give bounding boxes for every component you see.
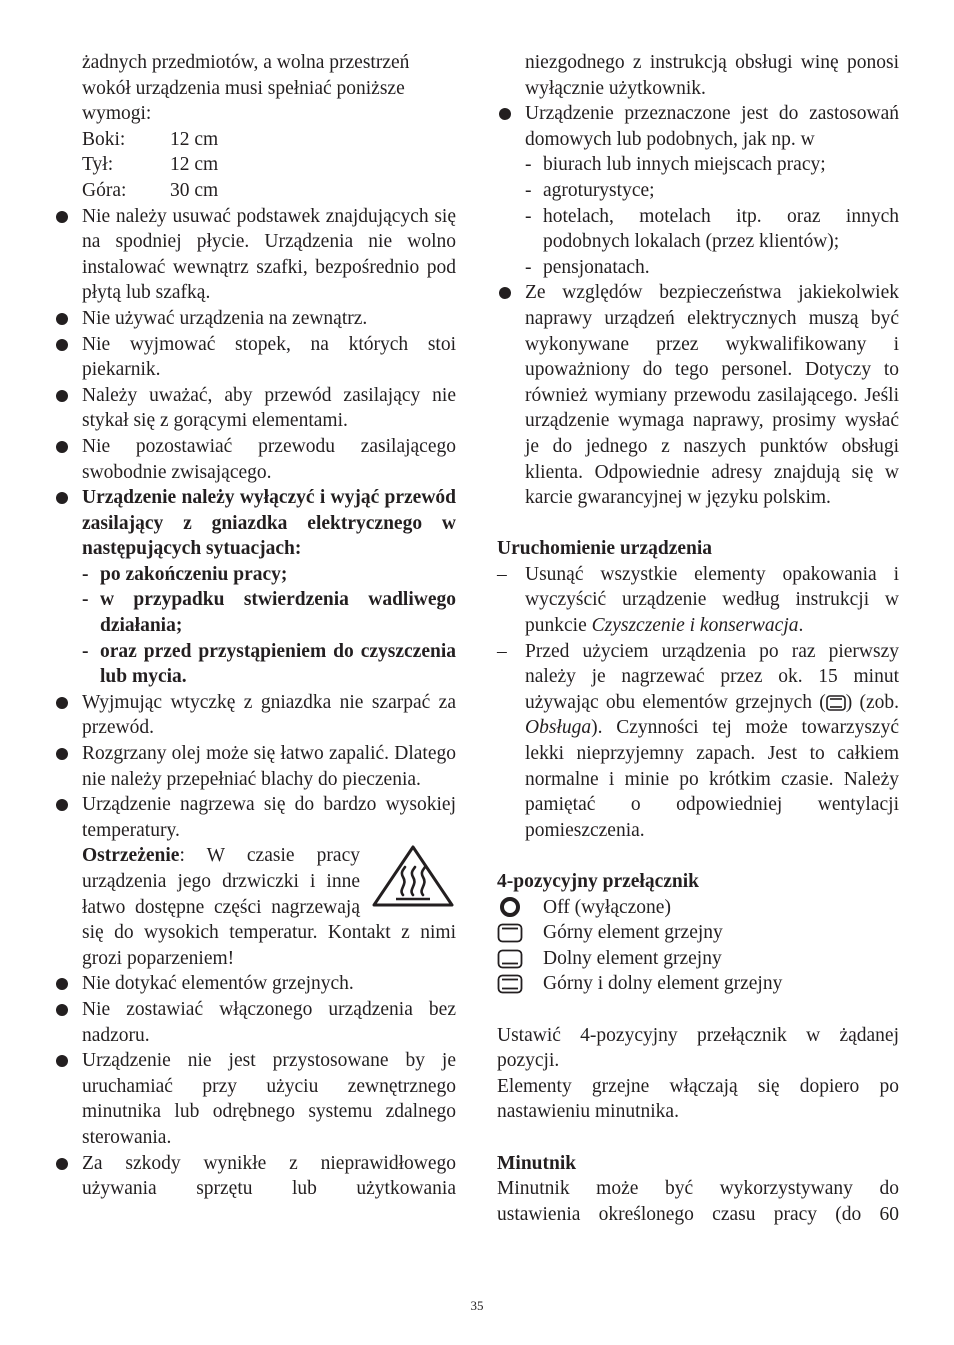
bullet-dot [56,1055,68,1067]
bullet-text: Urządzenie nagrzewa się do bardzo wysokiej temperatury. [82,794,456,841]
clearance-row-back [54,152,456,178]
switch-item-top [497,920,899,946]
switch-item-off [497,895,899,921]
bullet-unattended [54,997,456,1048]
warning-block [54,843,456,971]
bullet-hot [54,792,456,843]
timer-heading: Minutnik [497,1152,577,1174]
bullet-pull [54,690,456,741]
bullet-dot [56,492,68,504]
bullet-dot [499,287,511,299]
startup-heading: Uruchomienie urządzenia [497,538,713,560]
bullet-dot [56,978,68,990]
clearance-value: 30 cm [170,179,219,201]
step-text-end: ). Czynności tej może towarzyszyć lekki nieprzyjemny zapach. Jest to całkiem normalne i minie po krótkim czasie. Należy pamiętać o odpowiedniej wentylacji pomieszczenia. [525,717,899,841]
bullet-text: Należy uważać, aby przewód zasilający nie stykał się z gorącymi elementami. [82,384,456,432]
top-bottom-heater-icon [826,695,846,711]
top-heater-icon [497,923,523,943]
switch-icon-wrap [497,923,523,943]
clearance-value: 12 cm [170,154,219,176]
page-number: 35 [470,1298,484,1313]
unplug-item-1: - po zakończeniu pracy; [82,563,288,585]
bullet-text: Nie dotykać elementów grzejnych. [82,973,354,995]
bullet-text: Nie pozostawiać przewodu zasilającego swobodnie zwisającego. [82,435,456,483]
dash-text: agroturystyce; [543,179,655,201]
startup-step-1: – Usunąć wszystkie elementy opakowania i wyczyścić urządzenie według instrukcji w punkcie Czyszczenie i konserwacja. [497,563,899,637]
bullet-timer [54,1048,456,1150]
hot-surface-warning-icon [370,843,456,909]
bullet-oil [54,741,456,792]
bottom-heater-icon [497,949,523,969]
section-reference: Czyszczenie i konserwacja [591,615,799,637]
bullet-dot [56,799,68,811]
switch-heading: 4-pozycyjny przełącznik [497,871,700,892]
dash-text: po zakończeniu pracy; [100,563,288,585]
intro-line-1: żadnych przedmiotów, a wolna przestrzeń [82,52,410,73]
switch-label: Górny element grzejny [543,922,723,944]
switch-item-bottom [497,946,899,972]
bullet-dot [56,211,68,223]
bullet-repair [497,280,899,510]
right-column [497,50,899,1227]
intro-line-3: wymogi: [82,103,152,125]
switch-icon-wrap [497,897,523,917]
bullet-text: Ze względów bezpieczeństwa jakiekolwiek naprawy urządzeń elektrycznych muszą być wykonywane przez wykwalifikowany i upoważniony do tego personel. Dotyczy to również wymiany przewodu zasilającego. Jeśli urządzenie wymaga naprawy, prosimy wysłać je do jednego z naszych punktów obsługi klienta. Odpowiednie adresy znajdują się w karcie gwarancyjnej w języku polskim. [525,282,899,509]
bullet-domestic [497,101,899,152]
switch-icon-wrap [497,974,523,994]
domestic-item-4: - pensjonatach. [525,256,650,278]
clearance-label: Góra: [82,179,127,201]
intro-line-2: wokół urządzenia musi spełniać poniższe [82,77,405,99]
clearance-value: 12 cm [170,128,219,150]
switch-label: Górny i dolny element grzejny [543,973,783,995]
dash-text: hotelach, motelach itp. oraz innych podobnych lokalach (przez klientów); [543,205,899,253]
bullet-dot [56,697,68,709]
switch-label: Dolny element grzejny [543,947,722,969]
bullet-text: Nie zostawiać włączonego urządzenia bez nadzoru. [82,998,456,1046]
bullet-elements [54,971,456,997]
domestic-item-2: - agroturystyce; [525,179,655,201]
continuation-text: niezgodnego z instrukcją obsługi winę ponosi wyłącznie użytkownik. [525,52,899,99]
switch-item-top-bottom [497,971,899,997]
bullet-outdoor [54,306,456,332]
domestic-item-1: - biurach lub innych miejscach pracy; [525,154,826,176]
switch-icon-wrap [497,949,523,969]
bullet-text: Wyjmując wtyczkę z gniazdka nie szarpać za przewód. [82,691,456,739]
step-text-end: . [798,615,804,637]
bullet-cord-hot [54,383,456,434]
off-circle-icon [499,896,521,918]
bullet-cord-hang [54,434,456,485]
step-text: Usunąć wszystkie elementy opakowania i wyczyścić urządzenie według instrukcji w punkcie [525,563,899,637]
startup-step-2: – Przed użyciem urządzenia po raz pierwszy należy je nagrzewać przez ok. 15 minut używając obu elementów grzejnych ( ) (zob. Obsługa). Czynności tej może towarzyszyć lekki nieprzyjemny zapach. Jest to całkiem normalne i minie po krótkim czasie. Należy pamiętać o odpowiedniej wentylacji pomieszczenia. [497,640,899,841]
bullet-text: Nie wyjmować stopek, na których stoi piekarnik. [82,333,456,381]
clearance-row-sides [54,127,456,153]
clearance-row-top [54,178,456,204]
bullet-dot [56,390,68,402]
dash-text: biurach lub innych miejscach pracy; [543,154,826,176]
section-reference: Obsługa [525,717,592,739]
dash-text: pensjonatach. [543,256,650,278]
bullet-text: Urządzenie należy wyłączyć i wyjąć przewód zasilający z gniazdka elektrycznego w następujących sytuacjach: [82,487,456,560]
warning-text: : W czasie pracy urządzenia jego drzwiczki i inne łatwo dostępne części nagrzewają się do wysokich temperatur. Kontakt z nimi grozi poparzeniem! [82,845,456,969]
bullet-dot [56,313,68,325]
step-text: Przed użyciem urządzenia po raz pierwszy należy je nagrzewać przez ok. 15 minut używając obu elementów grzejnych ( [525,640,899,713]
switch-paragraph-1: Ustawić 4-pozycyjny przełącznik w żądanej pozycji. [497,1024,899,1072]
bullet-unplug [54,485,456,562]
top-bottom-heater-icon [497,974,523,994]
bullet-text: Nie używać urządzenia na zewnątrz. [82,307,368,329]
bullet-dot [56,1158,68,1170]
bullet-feet [54,204,456,306]
clearance-label: Boki: [82,128,126,150]
bullet-text: Rozgrzany olej może się łatwo zapalić. Dlatego nie należy przepełniać blachy do pieczenia. [82,743,456,790]
unplug-item-2: - w przypadku stwierdzenia wadliwego działania; [82,589,456,637]
bullet-dot [56,748,68,760]
bullet-legs [54,332,456,383]
switch-paragraph-2: Elementy grzejne włączają się dopiero po nastawieniu minutnika. [497,1075,899,1123]
bullet-text: Urządzenie przeznaczone jest do zastosowań domowych lub podobnych, jak np. w [525,103,899,150]
left-column [54,50,456,1202]
bullet-dot [499,108,511,120]
bullet-dot [56,339,68,351]
dash-text: w przypadku stwierdzenia wadliwego działania; [100,589,456,637]
switch-label: Off (wyłączone) [543,896,671,918]
bullet-damage [54,1151,456,1202]
bullet-text: Urządzenie nie jest przystosowane by je uruchamiać przy użyciu zewnętrznego minutnika lub odrębnego systemu zdalnego sterowania. [82,1050,456,1148]
clearance-label: Tył: [82,154,114,176]
bullet-text: Za szkody wynikłe z nieprawidłowego używania sprzętu lub użytkowania [82,1152,456,1200]
warning-label: Ostrzeżenie [82,845,180,867]
unplug-item-3: - oraz przed przystąpieniem do czyszczenia lub mycia. [82,640,456,688]
timer-paragraph: Minutnik może być wykorzystywany do ustawienia określonego czasu pracy (do 60 [497,1178,899,1225]
bullet-dot [56,441,68,453]
bullet-text: Nie należy usuwać podstawek znajdujących się na spodniej płycie. Urządzenia nie wolno instalować wewnątrz szafki, bezpośrednio pod płytą lub szafką. [82,205,456,304]
dash-text: oraz przed przystąpieniem do czyszczenia lub mycia. [100,640,456,688]
bullet-dot [56,1004,68,1016]
step-text-mid: ) (zob. [845,691,899,713]
domestic-item-3: - hotelach, motelach itp. oraz innych podobnych lokalach (przez klientów); [525,205,899,253]
